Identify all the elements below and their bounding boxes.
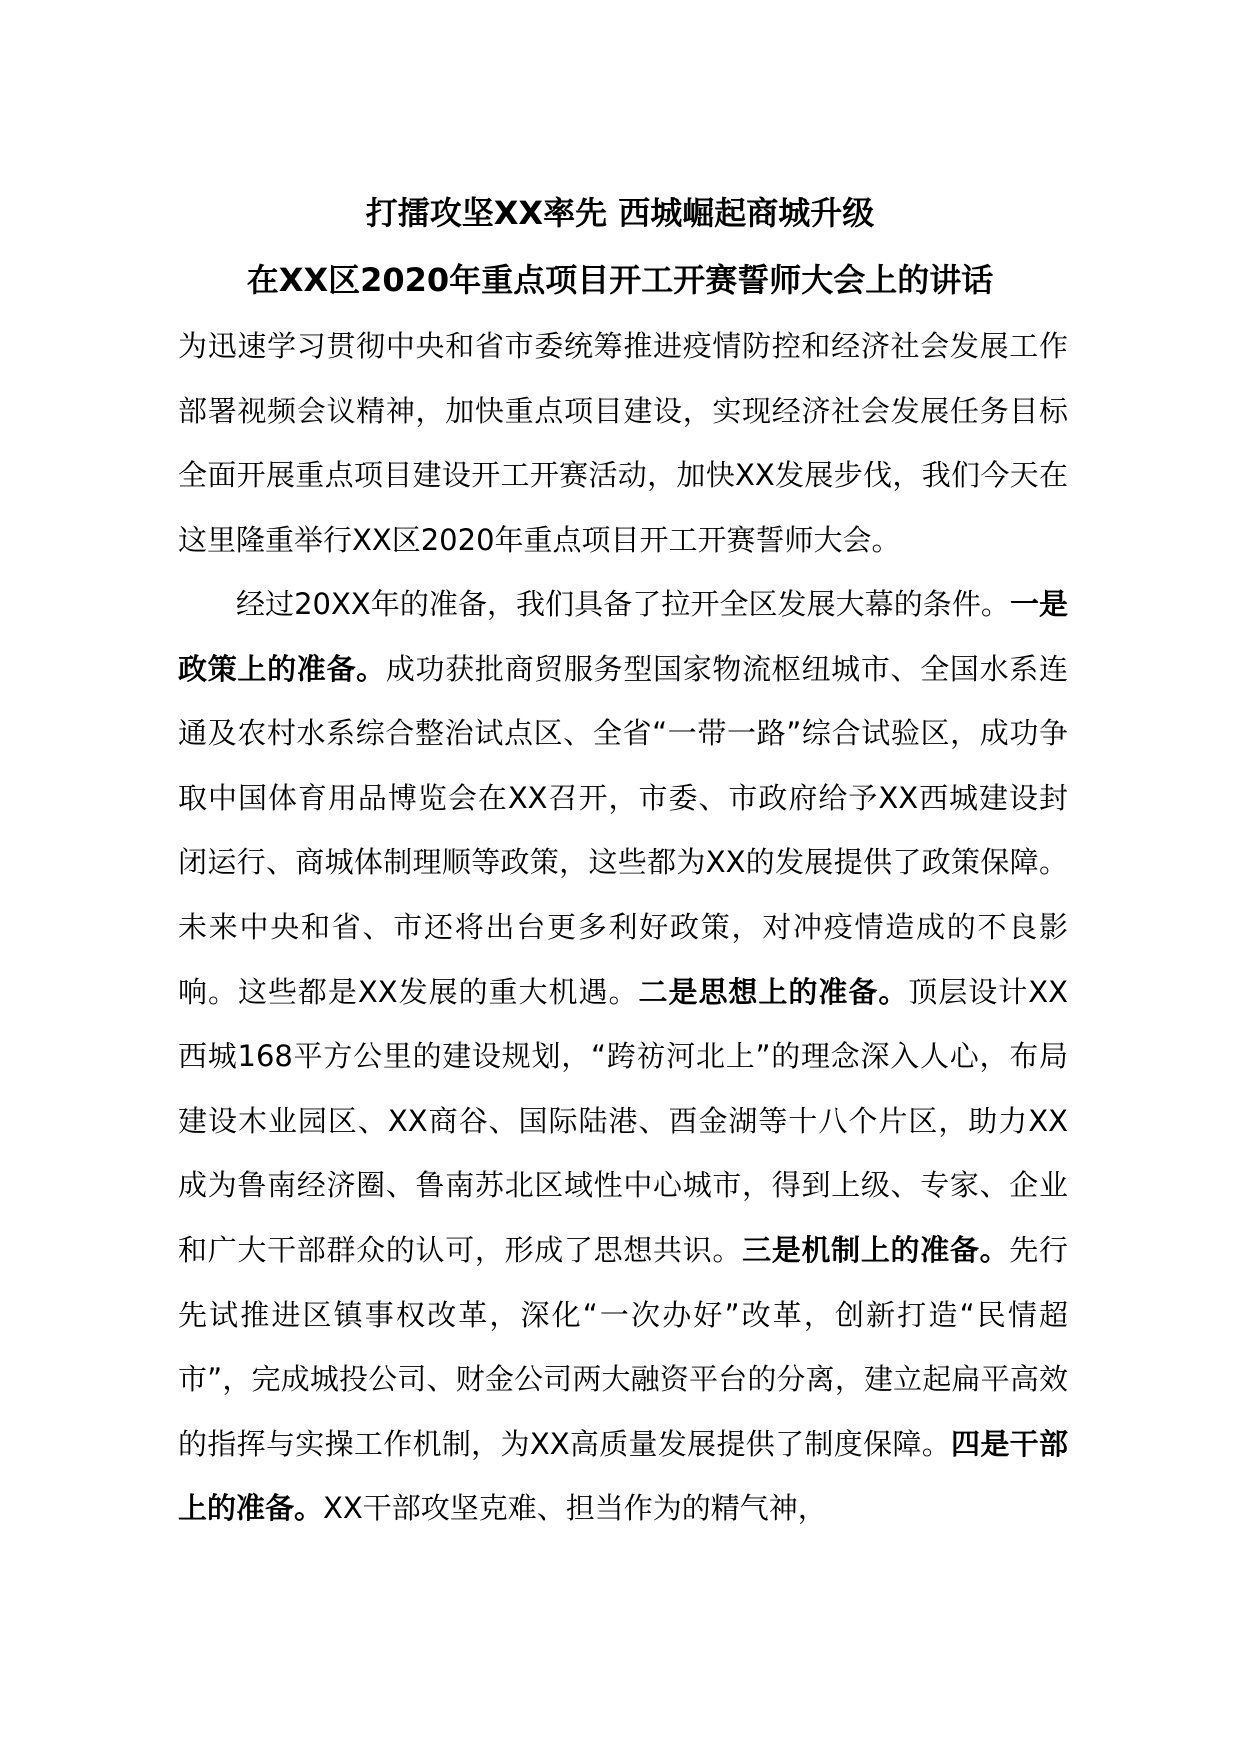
paragraph-preparations	[178, 572, 1068, 1541]
document-title: 打擂攻坚XX率先 西城崛起商城升级	[365, 194, 875, 232]
preparations-intro: 经过20XX年的准备，我们具备了拉开全区发展大幕的条件。	[236, 587, 1010, 621]
point4-text: XX干部攻坚克难、担当作为的精气神，	[323, 1491, 827, 1526]
document-subtitle: 在XX区2020年重点项目开工开赛誓师大会上的讲话	[246, 261, 994, 299]
point3-heading: 三是机制上的准备。	[742, 1232, 1010, 1267]
point1-heading: 一是政策上的准备。	[178, 587, 1068, 686]
point3-text: 先行先试推进区镇事权改革，深化“一次办好”改革，创新打造“民情超市”，完成城投公司、财金公司两大融资平台的分离，建立起扁平高效的指挥与实操工作机制，为XX高质量发展提供了制度保障。	[178, 1232, 1068, 1461]
point4-heading: 四是干部上的准备。	[178, 1426, 1068, 1526]
point1-text: 成功获批商贸服务型国家物流枢纽城市、全国水系连通及农村水系综合整治试点区、全省“一带一路”综合试验区，成功争取中国体育用品博览会在XX召开，市委、市政府给予XX西城建设封闭运行、商城体制理顺等政策，这些都为XX的发展提供了政策保障。未来中央和省、市还将出台更多利好政策，对冲疫情造成的不良影响。这些都是XX发展的重大机遇。	[178, 651, 1068, 1009]
point2-heading: 二是思想上的准备。	[638, 974, 909, 1009]
paragraph-intro: 为迅速学习贯彻中央和省市委统筹推进疫情防控和经济社会发展工作部署视频会议精神，加快重点项目建设，实现经济社会发展任务目标全面开展重点项目建设开工开赛活动，加快XX发展步伐，我们今天在这里隆重举行XX区2020年重点项目开工开赛誓师大会。	[178, 329, 1068, 557]
point2-text: 顶层设计XX西城168平方公里的建设规划，“跨祊河北上”的理念深入人心，布局建设木业园区、XX商谷、国际陆港、酉金湖等十八个片区，助力XX成为鲁南经济圈、鲁南苏北区域性中心城市，得到上级、专家、企业和广大干部群众的认可，形成了思想共识。	[178, 974, 1069, 1267]
